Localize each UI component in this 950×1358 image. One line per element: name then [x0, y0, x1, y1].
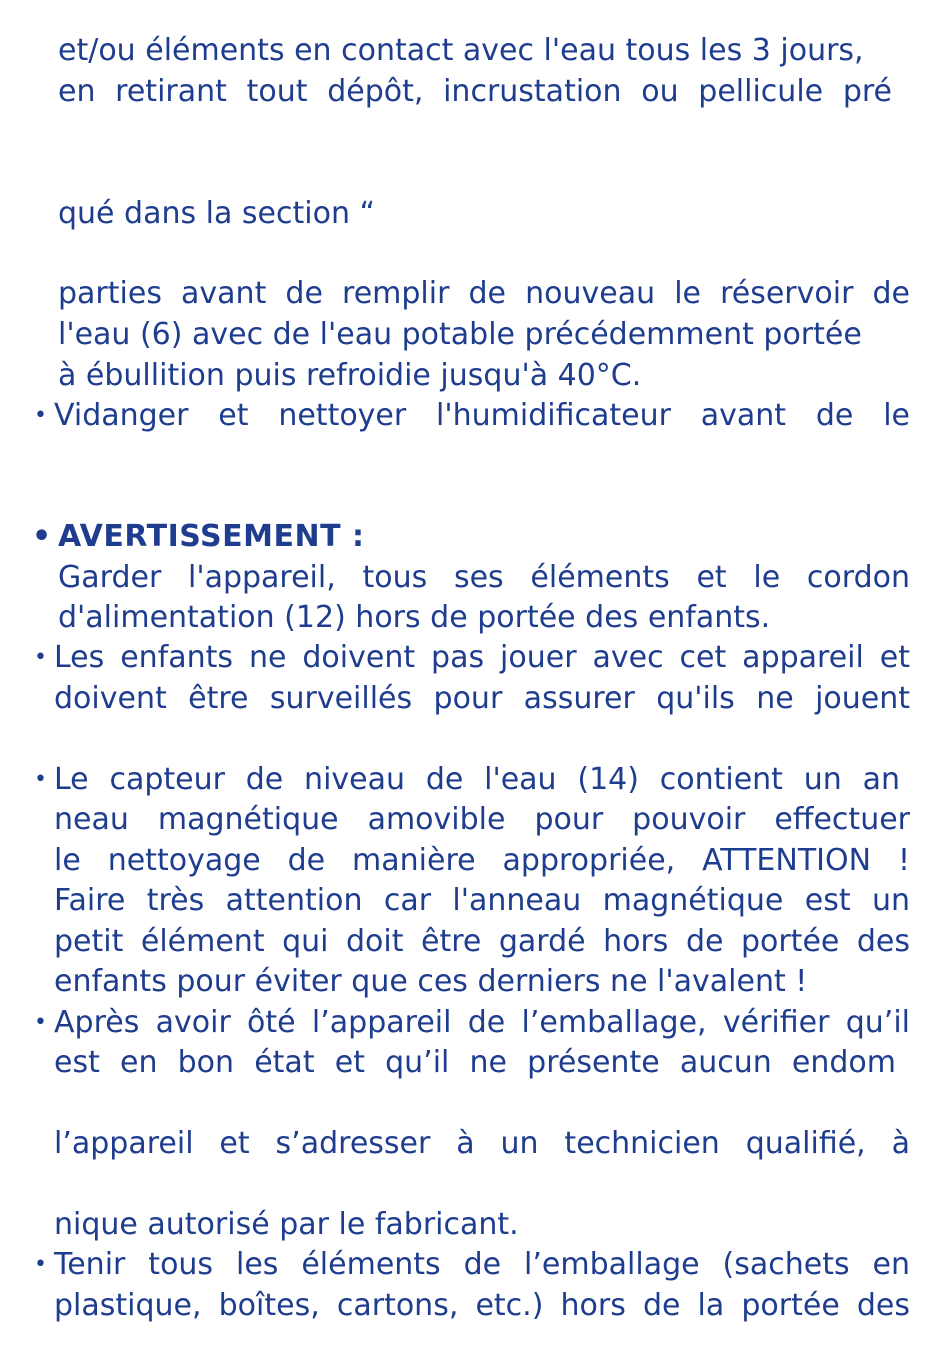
paragraph-text: qué dans la section “: [58, 196, 376, 231]
paragraph-text: nique autorisé par le fabricant.: [54, 1207, 519, 1242]
paragraph-text: l'eau (6) avec de l'eau potable précédemment portée: [58, 317, 862, 352]
text-line: [0, 1286, 950, 1326]
paragraph-text: neau magnétique amovible pour pouvoir effectuer: [54, 802, 910, 837]
bullet-mark: •: [34, 767, 47, 792]
heading-text: AVERTISSEMENT :: [58, 519, 365, 554]
paragraph-text: est en bon état et qu’il ne présente aucun endom: [54, 1045, 896, 1080]
warning-heading: [0, 517, 950, 557]
paragraph-text: Vidanger et nettoyer l'humidificateur avant de le: [54, 398, 910, 433]
text-line: [0, 194, 950, 234]
list-item: [0, 1003, 950, 1043]
paragraph-text: l’appareil et s’adresser à un technicien qualifié, à: [54, 1126, 910, 1161]
list-item: [0, 638, 950, 678]
paragraph-text: à ébullition puis refroidie jusqu'à 40°C.: [58, 358, 642, 393]
paragraph-text: et/ou éléments en contact avec l'eau tous les 3 jours,: [58, 33, 864, 68]
text-line: [0, 31, 950, 71]
text-line: [0, 841, 950, 881]
text-line: [0, 922, 950, 962]
paragraph-text: Tenir tous les éléments de l’emballage (sachets en: [54, 1247, 910, 1282]
paragraph-text: petit élément qui doit être gardé hors de portée des: [54, 924, 910, 959]
paragraph-text: Faire très attention car l'anneau magnétique est un: [54, 883, 910, 918]
paragraph-text: d'alimentation (12) hors de portée des enfants.: [58, 600, 771, 635]
text-line: [0, 800, 950, 840]
text-line: [0, 315, 950, 355]
text-line: [0, 558, 950, 598]
paragraph-text: plastique, boîtes, cartons, etc.) hors de la portée des: [54, 1288, 910, 1323]
paragraph-text: Garder l'appareil, tous ses éléments et le cordon: [58, 560, 910, 595]
text-line: [0, 274, 950, 314]
paragraph-text: parties avant de remplir de nouveau le réservoir de: [58, 276, 910, 311]
paragraph-text: doivent être surveillés pour assurer qu'ils ne jouent: [54, 681, 910, 716]
text-line: [0, 1205, 950, 1245]
text-line: [0, 679, 950, 719]
text-line: [0, 1043, 950, 1083]
bullet-mark: •: [34, 1010, 47, 1035]
text-line: [0, 72, 950, 112]
paragraph-text: Les enfants ne doivent pas jouer avec cet appareil et: [54, 640, 910, 675]
paragraph-text: enfants pour éviter que ces derniers ne l'avalent !: [54, 964, 808, 999]
bullet-mark: •: [32, 519, 52, 554]
list-item: [0, 396, 950, 436]
text-line: [0, 598, 950, 638]
list-item: [0, 1245, 950, 1285]
bullet-mark: •: [34, 1252, 47, 1277]
list-item: [0, 760, 950, 800]
paragraph-text: Après avoir ôté l’appareil de l’emballage, vérifier qu’il: [54, 1005, 910, 1040]
paragraph-text: Le capteur de niveau de l'eau (14) contient un an: [54, 762, 900, 797]
paragraph-text: en retirant tout dépôt, incrustation ou pellicule pré: [58, 74, 892, 109]
text-line: [0, 356, 950, 396]
text-line: [0, 962, 950, 1002]
bullet-mark: •: [34, 403, 47, 428]
bullet-mark: •: [34, 645, 47, 670]
text-line: [0, 1124, 950, 1164]
paragraph-text: le nettoyage de manière appropriée, ATTENTION !: [54, 843, 910, 878]
text-line: [0, 881, 950, 921]
